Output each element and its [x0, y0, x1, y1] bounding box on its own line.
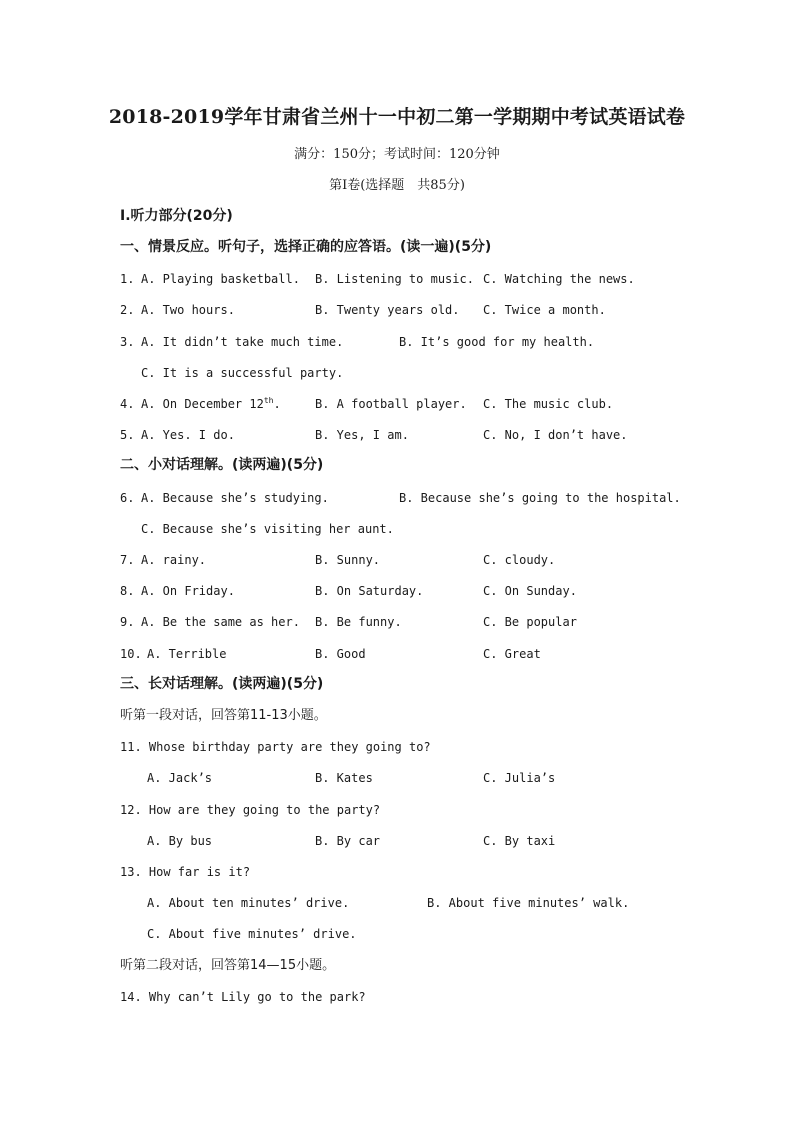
option-a: [141, 398, 281, 410]
option-a: A. rainy.: [141, 553, 207, 567]
option-a: A. It didn’t take much time.: [141, 335, 344, 349]
question-text: 13. How far is it?: [120, 865, 251, 879]
option-c: C. cloudy.: [483, 553, 556, 567]
option-b: B. Be funny.: [315, 615, 402, 629]
question-number: 2.: [120, 303, 135, 317]
conversation-1-instruction: 听第一段对话，回答第11-13小题。: [120, 708, 327, 723]
option-b: B. Twenty years old.: [315, 303, 460, 317]
option-b: B. By car: [315, 834, 381, 848]
option-c: C. No, I don’t have.: [483, 428, 628, 442]
question-number: 4.: [120, 397, 135, 411]
option-b: B. It’s good for my health.: [399, 335, 595, 349]
option-a: A. Jack’s: [147, 771, 213, 785]
question-number: 7.: [120, 553, 135, 567]
conversation-2-instruction: 听第二段对话，回答第14—15小题。: [120, 958, 336, 973]
option-c: C. Be popular: [483, 615, 577, 629]
section-heading-2: 二、小对话理解。(读两遍)(5分): [120, 457, 324, 473]
option-c: C. By taxi: [483, 834, 556, 848]
option-a: A. Yes. I do.: [141, 428, 235, 442]
option-b: B. A football player.: [315, 397, 467, 411]
ordinal-suffix: th: [263, 396, 274, 405]
option-b: B. Kates: [315, 771, 373, 785]
option-a-text: A. On December 12: [141, 397, 264, 411]
option-c: C. Because she’s visiting her aunt.: [141, 522, 394, 536]
option-b: B. Listening to music.: [315, 272, 474, 286]
option-a: A. Two hours.: [141, 303, 235, 317]
question-number: 3.: [120, 335, 135, 349]
option-b: B. Good: [315, 647, 366, 661]
option-a-end: .: [273, 397, 281, 411]
option-c: C. Watching the news.: [483, 272, 635, 286]
option-b: B. Because she’s going to the hospital.: [399, 491, 681, 505]
option-b: B. Yes, I am.: [315, 428, 409, 442]
part-heading-listening: Ⅰ.听力部分(20分): [120, 208, 233, 224]
question-number: 5.: [120, 428, 135, 442]
option-a: A. Playing basketball.: [141, 272, 300, 286]
option-c: C. Great: [483, 647, 541, 661]
option-c: C. It is a successful party.: [141, 366, 344, 380]
exam-info: 满分：150分；考试时间：120分钟: [294, 147, 500, 162]
option-a: A. By bus: [147, 834, 213, 848]
option-a: A. Because she’s studying.: [141, 491, 329, 505]
question-number: 6.: [120, 491, 135, 505]
option-c: C. The music club.: [483, 397, 614, 411]
option-b: B. On Saturday.: [315, 584, 424, 598]
volume-heading: 第Ⅰ卷(选择题 共85分): [329, 178, 465, 193]
option-a: A. Be the same as her.: [141, 615, 300, 629]
option-c: C. Twice a month.: [483, 303, 606, 317]
question-number: 1.: [120, 272, 135, 286]
section-heading-1: 一、情景反应。听句子，选择正确的应答语。(读一遍)(5分): [120, 239, 492, 255]
option-c: C. On Sunday.: [483, 584, 577, 598]
section-heading-3: 三、长对话理解。(读两遍)(5分): [120, 676, 324, 692]
question-number: 8.: [120, 584, 135, 598]
option-c: C. Julia’s: [483, 771, 556, 785]
option-a: A. Terrible: [147, 647, 227, 661]
exam-title: 2018-2019学年甘肃省兰州十一中初二第一学期期中考试英语试卷: [108, 106, 686, 128]
option-a: A. On Friday.: [141, 584, 235, 598]
question-text: 11. Whose birthday party are they going to?: [120, 740, 431, 754]
option-b: B. About five minutes’ walk.: [427, 896, 630, 910]
option-a: A. About ten minutes’ drive.: [147, 896, 350, 910]
question-number: 10.: [120, 647, 142, 661]
option-b: B. Sunny.: [315, 553, 381, 567]
question-number: 9.: [120, 615, 135, 629]
question-text: 12. How are they going to the party?: [120, 803, 381, 817]
option-c: C. About five minutes’ drive.: [147, 927, 357, 941]
question-text: 14. Why can’t Lily go to the park?: [120, 990, 366, 1004]
